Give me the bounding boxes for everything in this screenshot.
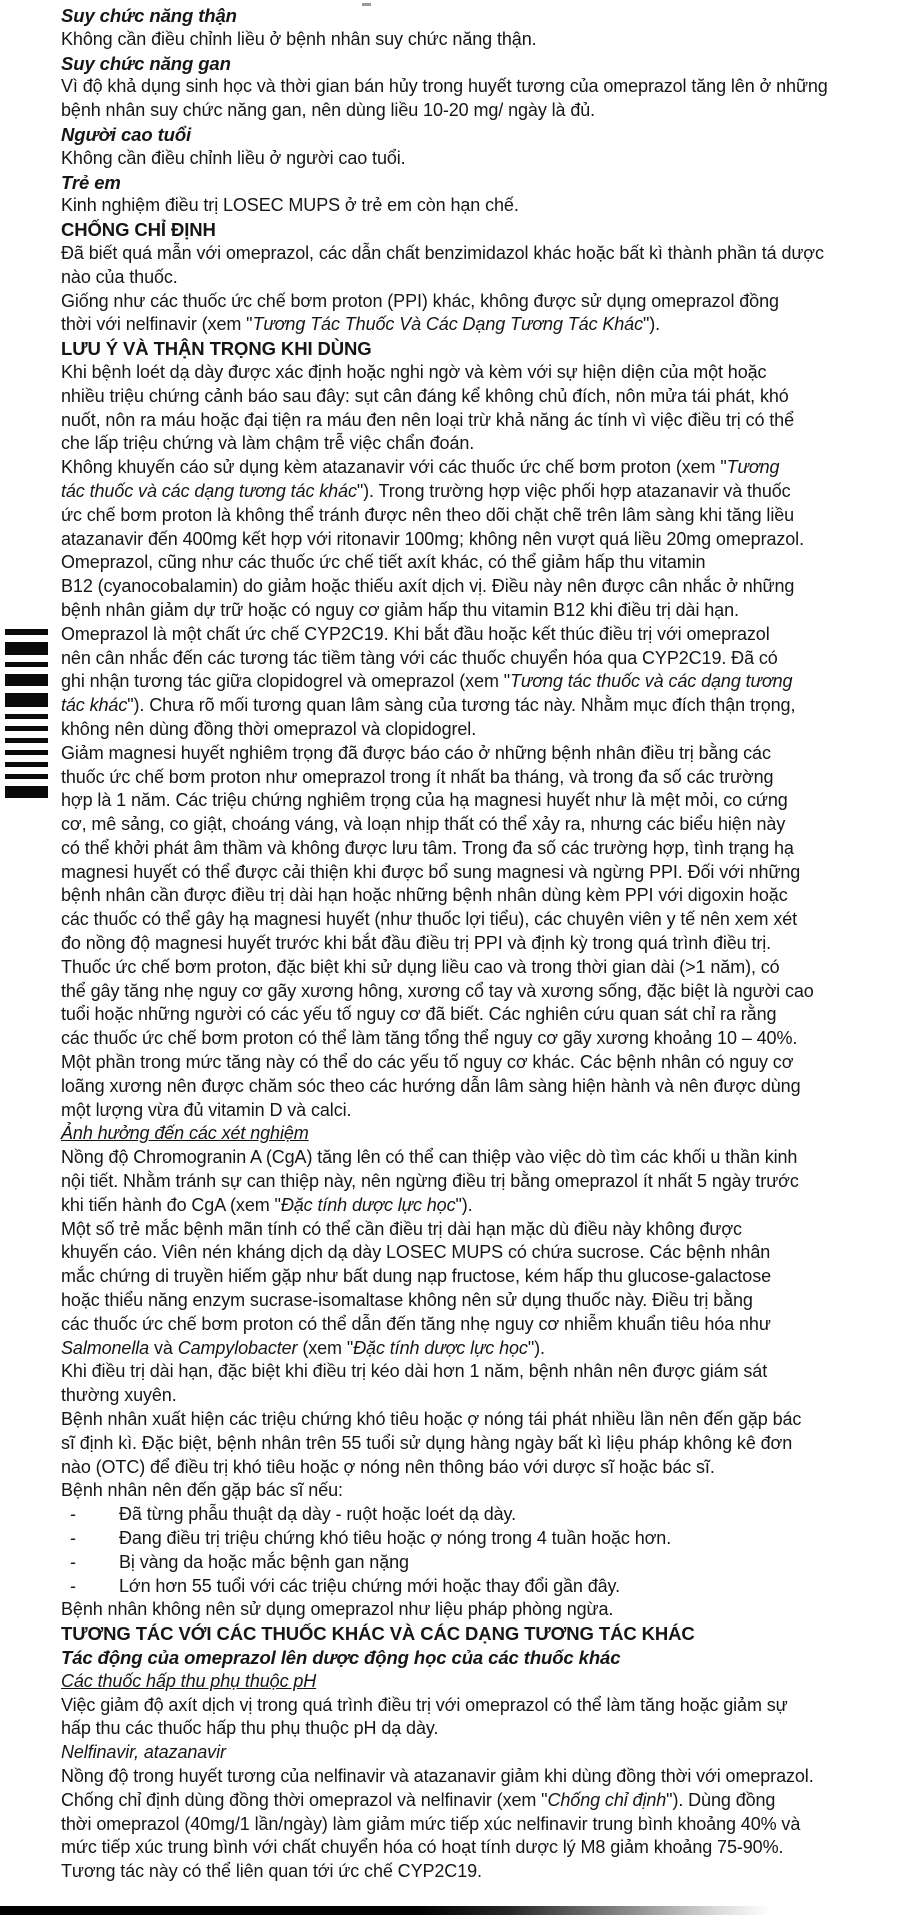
text-segment: và — [149, 1337, 178, 1358]
text-segment: Omeprazol là một chất ức chế CYP2C19. Khi bắt đầu hoặc kết thúc điều trị với omeprazol — [61, 623, 770, 644]
text-line — [61, 1813, 846, 1837]
text-segment: Bệnh nhân không nên sử dụng omeprazol như liệu pháp phòng ngừa. — [61, 1599, 614, 1620]
text-line — [61, 528, 846, 552]
text-line — [61, 908, 846, 932]
text-segment: CHỐNG CHỈ ĐỊNH — [61, 219, 216, 241]
text-line — [61, 1170, 846, 1194]
text-segment: đo nồng độ magnesi huyết trước khi bắt đầu điều trị PPI và định kỳ trong quá trình điều trị. — [61, 933, 772, 954]
registration-bar — [5, 750, 48, 755]
text-line — [61, 28, 846, 52]
text-line — [61, 789, 846, 813]
bullet-dash: - — [70, 1575, 76, 1596]
text-line — [61, 623, 846, 647]
text-line — [61, 599, 846, 623]
text-segment: "). Trong trường hợp việc phối hợp atazanavir và thuốc — [356, 480, 791, 501]
registration-bar — [5, 629, 48, 635]
text-segment: thể gây tăng nhẹ nguy cơ gãy xương hông, xương cổ tay và xương sống, đặc biệt là người cao — [61, 980, 814, 1001]
text-segment: Người cao tuổi — [61, 123, 192, 145]
text-line — [61, 1075, 846, 1099]
text-line — [61, 266, 846, 290]
text-segment: cơ, mê sảng, co giật, choáng váng, và loạn nhịp thất có thể xảy ra, nhưng các biểu hiện này — [61, 814, 786, 835]
text-segment: "). — [643, 314, 661, 335]
text-segment: "). — [455, 1194, 473, 1215]
text-segment: Việc giảm độ axít dịch vị trong quá trình điều trị với omeprazol có thể làm tăng hoặc giảm sự — [61, 1694, 788, 1715]
text-line — [61, 551, 846, 575]
text-segment: Suy chức năng gan — [61, 52, 231, 74]
text-line — [61, 409, 846, 433]
text-line — [61, 1099, 846, 1123]
text-segment: nào (OTC) để điều trị khó tiêu hoặc ợ nóng nên thông báo với dược sĩ hoặc bác sĩ. — [61, 1456, 715, 1477]
text-segment: Chống chỉ định dùng đồng thời omeprazol và nelfinavir (xem " — [61, 1789, 548, 1810]
text-line — [61, 956, 846, 980]
text-segment: Nồng độ Chromogranin A (CgA) tăng lên có thể can thiệp vào việc dò tìm các khối u thần kinh — [61, 1147, 798, 1168]
text-segment: bệnh nhân giảm dự trữ hoặc có nguy cơ giảm hấp thu vitamin B12 khi điều trị dài hạn. — [61, 599, 739, 620]
text-segment: Đặc tính dược lực học — [353, 1337, 528, 1358]
text-segment: Lớn hơn 55 tuổi với các triệu chứng mới hoặc thay đổi gần đây. — [119, 1575, 621, 1596]
text-segment: mức tiếp xúc trung bình với chất chuyển hóa có hoạt tính dược lý M8 giảm khoảng 75-90%. — [61, 1837, 784, 1858]
text-line — [61, 242, 846, 266]
text-line — [61, 313, 846, 337]
registration-bar — [5, 786, 48, 798]
text-line — [61, 1765, 846, 1789]
minor-heading — [61, 1122, 846, 1146]
text-line — [61, 766, 846, 790]
text-line — [61, 75, 846, 99]
text-segment: thời với nelfinavir (xem " — [61, 314, 253, 335]
registration-bar — [5, 726, 48, 731]
text-line — [61, 147, 846, 171]
text-line — [61, 1860, 846, 1884]
text-segment: khuyến cáo. Viên nén kháng dịch dạ dày LOSEC MUPS có chứa sucrose. Các bệnh nhân — [61, 1242, 771, 1263]
text-line — [61, 361, 846, 385]
text-line — [61, 99, 846, 123]
text-line — [61, 1384, 846, 1408]
registration-bar — [5, 762, 48, 767]
text-segment: khi tiến hành đo CgA (xem " — [61, 1194, 281, 1215]
text-segment: thường xuyên. — [61, 1385, 177, 1406]
text-segment: Khi điều trị dài hạn, đặc biệt khi điều trị kéo dài hơn 1 năm, bệnh nhân nên được giám sát — [61, 1361, 768, 1382]
text-segment: "). — [527, 1337, 545, 1358]
text-segment: ức chế bơm proton là không thể tránh được nên theo dõi chặt chẽ trên lâm sàng khi tăng liều — [61, 504, 795, 525]
text-line — [61, 1408, 846, 1432]
text-line — [61, 385, 846, 409]
text-segment: Nồng độ trong huyết tương của nelfinavir và atazanavir giảm khi dùng đồng thời với omeprazol. — [61, 1765, 814, 1786]
text-segment: Giảm magnesi huyết nghiêm trọng đã được báo cáo ở những bệnh nhân điều trị bằng các — [61, 742, 771, 763]
text-line — [61, 432, 846, 456]
text-line — [61, 1836, 846, 1860]
text-segment: Tương — [726, 457, 780, 478]
sub-heading — [61, 171, 846, 195]
text-line — [61, 1027, 846, 1051]
registration-bar — [5, 714, 48, 719]
text-segment: nuốt, nôn ra máu hoặc đại tiện ra máu đen nên loại trừ khả năng ác tính vì việc điều trị có thể — [61, 409, 795, 430]
text-segment: bệnh nhân cần được điều trị dài hạn hoặc những bệnh nhân dùng kèm PPI với digoxin hoặc — [61, 885, 788, 906]
text-line — [61, 694, 846, 718]
text-segment: Tương tác thuốc và các dạng tương — [510, 671, 793, 692]
text-segment: nội tiết. Nhằm tránh sự can thiệp này, nên ngừng điều trị bằng omeprazol ít nhất 5 ngày trước — [61, 1171, 799, 1192]
text-segment: Không cần điều chỉnh liều ở bệnh nhân suy chức năng thận. — [61, 28, 537, 49]
text-line — [61, 456, 846, 480]
text-segment: ghi nhận tương tác giữa clopidogrel và omeprazol (xem " — [61, 671, 511, 692]
text-segment: Suy chức năng thận — [61, 5, 237, 26]
text-segment: magnesi huyết có thể được cải thiện khi được bổ sung magnesi và ngừng PPI. Đối với những — [61, 861, 801, 882]
text-segment: Tương tác này có thể liên quan tới ức chế CYP2C19. — [61, 1861, 482, 1882]
bottom-page-edge — [0, 1906, 770, 1915]
text-segment: các thuốc ức chế bơm proton có thể làm tăng tổng thể nguy cơ gãy xương khoảng 10 – 40%. — [61, 1028, 798, 1049]
text-segment: Omeprazol, cũng như các thuốc ức chế tiết axít khác, có thể giảm hấp thu vitamin — [61, 552, 706, 573]
text-segment: che lấp triệu chứng và làm chậm trễ việc chẩn đoán. — [61, 433, 475, 454]
text-line — [61, 1146, 846, 1170]
registration-bar — [5, 774, 48, 779]
text-segment: Tương Tác Thuốc Và Các Dạng Tương Tác Khác — [252, 314, 643, 335]
text-segment: Thuốc ức chế bơm proton, đặc biệt khi sử dụng liều cao và trong thời gian dài (>1 năm), có — [61, 956, 780, 977]
text-segment: Một số trẻ mắc bệnh mãn tính có thể cần điều trị dài hạn mặc dù điều này không được — [61, 1218, 742, 1239]
sub-heading — [61, 1646, 846, 1670]
text-segment: bệnh nhân suy chức năng gan, nên dùng liều 10-20 mg/ ngày là đủ. — [61, 100, 596, 121]
text-line — [61, 980, 846, 1004]
text-line — [61, 1789, 846, 1813]
text-segment: Trẻ em — [61, 171, 121, 193]
text-line — [61, 1265, 846, 1289]
text-line — [61, 932, 846, 956]
text-segment: atazanavir đến 400mg kết hợp với ritonavir 100mg; không nên vượt quá liều 20mg omeprazol. — [61, 528, 804, 549]
text-segment: Giống như các thuốc ức chế bơm proton (PPI) khác, không được sử dụng omeprazol đồng — [61, 290, 779, 311]
text-line — [61, 1241, 846, 1265]
text-segment: Không khuyến cáo sử dụng kèm atazanavir với các thuốc ức chế bơm proton (xem " — [61, 457, 727, 478]
text-segment: Kinh nghiệm điều trị LOSEC MUPS ở trẻ em còn hạn chế. — [61, 195, 519, 216]
text-segment: hoặc thiểu năng enzym sucrase-isomaltase không nên sử dụng thuốc này. Điều trị bằng — [61, 1290, 753, 1311]
text-line — [61, 1313, 846, 1337]
text-line — [61, 290, 846, 314]
text-segment: Một phần trong mức tăng này có thể do các yếu tố nguy cơ khác. Các bệnh nhân có nguy cơ — [61, 1052, 794, 1073]
text-segment: Vì độ khả dụng sinh học và thời gian bán hủy trong huyết tương của omeprazol tăng lên ở những — [61, 76, 828, 97]
text-segment: Khi bệnh loét dạ dày được xác định hoặc nghi ngờ và kèm với sự hiện diện của một hoặc — [61, 361, 767, 382]
sub-heading — [61, 123, 846, 147]
text-line — [61, 1598, 846, 1622]
text-line — [61, 1717, 846, 1741]
list-item — [61, 1575, 846, 1599]
text-line — [61, 647, 846, 671]
sub-heading — [61, 52, 846, 76]
text-segment: B12 (cyanocobalamin) do giảm hoặc thiếu axít dịch vị. Điều này nên được cân nhắc ở những — [61, 576, 795, 597]
text-line — [61, 670, 846, 694]
registration-bar — [5, 642, 48, 655]
text-segment: Không cần điều chỉnh liều ở người cao tuổi. — [61, 147, 406, 168]
text-line — [61, 718, 846, 742]
text-segment: Salmonella — [61, 1337, 150, 1358]
text-segment: Tác động của omeprazol lên dược động học của các thuốc khác — [61, 1646, 621, 1668]
text-line — [61, 504, 846, 528]
text-segment: nên cân nhắc đến các tương tác tiềm tàng với các thuốc chuyển hóa qua CYP2C19. Đã có — [61, 647, 778, 668]
text-line — [61, 861, 846, 885]
text-segment: LƯU Ý VÀ THẬN TRỌNG KHI DÙNG — [61, 338, 372, 360]
minor-heading — [61, 1741, 846, 1765]
bullet-dash: - — [70, 1551, 76, 1572]
text-segment: Đang điều trị triệu chứng khó tiêu hoặc ợ nóng trong 4 tuần hoặc hơn. — [119, 1528, 672, 1548]
bullet-dash: - — [70, 1504, 76, 1525]
text-line — [61, 1194, 846, 1218]
text-segment: loãng xương nên được chăm sóc theo các hướng dẫn lâm sàng hiện hành và nên được dùng — [61, 1075, 801, 1096]
text-segment: tác khác — [61, 695, 128, 716]
text-segment: Bệnh nhân nên đến gặp bác sĩ nếu: — [61, 1480, 343, 1501]
text-line — [61, 742, 846, 766]
text-line — [61, 1694, 846, 1718]
text-segment: Các thuốc hấp thu phụ thuộc pH — [61, 1670, 317, 1691]
text-segment: thuốc ức chế bơm proton như omeprazol trong ít nhất ba tháng, và trong đa số các trường — [61, 766, 774, 787]
registration-bar — [5, 674, 48, 686]
text-segment: mắc chứng di truyền hiếm gặp như bất dung nạp fructose, kém hấp thu glucose-galactose — [61, 1266, 772, 1287]
text-segment: một lượng vừa đủ vitamin D và calci. — [61, 1099, 352, 1120]
text-segment: TƯƠNG TÁC VỚI CÁC THUỐC KHÁC VÀ CÁC DẠNG TƯƠNG TÁC KHÁC — [61, 1623, 695, 1645]
registration-bar — [5, 738, 48, 743]
minor-heading — [61, 1670, 846, 1694]
text-line — [61, 1479, 846, 1503]
text-segment: hợp là 1 năm. Các triệu chứng nghiêm trọng của hạ magnesi huyết như là mệt mỏi, co cứng — [61, 790, 788, 811]
text-line — [61, 1432, 846, 1456]
text-segment: tuổi hoặc những người có các yếu tố nguy cơ đã biết. Các nghiên cứu quan sát chỉ ra rằng — [61, 1004, 777, 1025]
text-segment: "). Chưa rõ mối tương quan lâm sàng của tương tác này. Nhằm mục đích thận trọng, — [127, 695, 796, 716]
text-segment: nhiều triệu chứng cảnh báo sau đây: sụt cân đáng kể không chủ đích, nôn mửa tái phát, khó — [61, 385, 789, 406]
document-body — [61, 4, 846, 1884]
bullet-dash: - — [70, 1528, 76, 1548]
text-line — [61, 480, 846, 504]
text-line — [61, 194, 846, 218]
text-segment: nào của thuốc. — [61, 266, 178, 287]
text-segment: Ảnh hưởng đến các xét nghiệm — [61, 1123, 309, 1144]
left-registration-mark — [5, 629, 48, 805]
text-line — [61, 837, 846, 861]
section-heading — [61, 1622, 846, 1646]
text-segment: tác thuốc và các dạng tương tác khác — [61, 480, 357, 501]
text-segment: Đã biết quá mẫn với omeprazol, các dẫn chất benzimidazol khác hoặc bất kì thành phần tá dược — [61, 242, 824, 263]
text-segment: (xem " — [297, 1337, 354, 1358]
text-segment: Bệnh nhân xuất hiện các triệu chứng khó tiêu hoặc ợ nóng tái phát nhiều lần nên đến gặp bác — [61, 1409, 802, 1430]
sub-heading — [61, 4, 846, 28]
text-line — [61, 1337, 846, 1361]
text-segment: các thuốc ức chế bơm proton có thể dẫn đến tăng nhẹ nguy cơ nhiễm khuẩn tiêu hóa như — [61, 1313, 771, 1334]
text-segment: không nên dùng đồng thời omeprazol và clopidogrel. — [61, 718, 477, 739]
text-segment: các thuốc có thể gây hạ magnesi huyết (như thuốc lợi tiểu), các chuyên viên y tế nên xem xét — [61, 909, 798, 930]
text-line — [61, 575, 846, 599]
text-segment: Đặc tính dược lực học — [280, 1194, 456, 1215]
text-segment: Nelfinavir, atazanavir — [61, 1742, 226, 1763]
text-line — [61, 884, 846, 908]
text-segment: Bị vàng da hoặc mắc bệnh gan nặng — [119, 1551, 409, 1572]
text-line — [61, 1003, 846, 1027]
text-segment: Chống chỉ định — [547, 1789, 667, 1810]
list-item — [61, 1503, 846, 1527]
text-segment: "). Dùng đồng — [666, 1789, 776, 1810]
registration-bar — [5, 662, 48, 667]
text-line — [61, 1218, 846, 1242]
list-item — [61, 1551, 846, 1575]
text-segment: thời omeprazol (40mg/1 lần/ngày) làm giảm mức tiếp xúc nelfinavir trung bình khoảng 40% và — [61, 1813, 801, 1834]
text-segment: hấp thu các thuốc hấp thu phụ thuộc pH dạ dày. — [61, 1718, 439, 1739]
text-segment: Campylobacter — [177, 1337, 298, 1358]
text-line — [61, 1289, 846, 1313]
registration-bar — [5, 693, 48, 707]
list-item — [61, 1527, 846, 1551]
section-heading — [61, 337, 846, 361]
text-line — [61, 1360, 846, 1384]
text-segment: Đã từng phẫu thuật dạ dày - ruột hoặc loét dạ dày. — [119, 1504, 516, 1525]
text-line — [61, 1456, 846, 1480]
text-line — [61, 813, 846, 837]
text-segment: sĩ định kì. Đặc biệt, bệnh nhân trên 55 tuổi sử dụng hàng ngày bất kì liệu pháp không kê đơn — [61, 1432, 793, 1453]
section-heading — [61, 218, 846, 242]
text-segment: có thể khởi phát âm thầm và không được lưu tâm. Trong đa số các trường hợp, tình trạng hạ — [61, 837, 794, 858]
text-line — [61, 1051, 846, 1075]
